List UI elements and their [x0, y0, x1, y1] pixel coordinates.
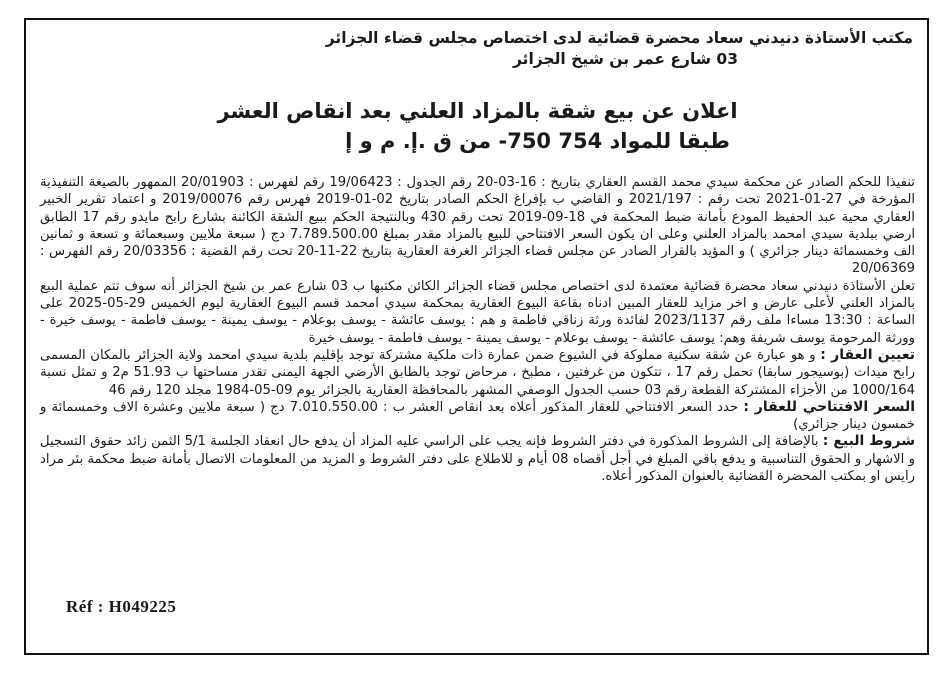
intro-paragraph: تنفيذا للحكم الصادر عن محكمة سيدي محمد القسم العقاري بتاريخ : 16-03-20 رقم الجدول : 19/06423 رقم لفهرس : 20/01903 الممهور بالصيغة التنفيذية المؤرخة في 27-01-2021 تحت رقم : 2021/197 و القاضي ب بإفراغ الحكم الصادر بتاريخ 02-01-2019 فهرس رقم 2019/00076 و اعتماد تقرير الخبير العقاري محية عبد الحفيظ المودع بأمانة ضبط المحكمة في 18-09-2019 تحت رقم 430 وبالنتيجة الحكم ببيع الشقة الكائنة بشارع رابح مايدو رقم 17 الطابق ارضي ببلدية سيدي امحمد بالمزاد العلني وعلى ان يكون السعر الافتتاحي للبيع بالمزاد مقدر بمبلغ 7.789.500.00 دج ( سبعة ملايين وسبعمائة و تسعة و ثمانين الف وخمسمائة دينار جزائري ) و المؤيد بالقرار الصادر عن مجلس قضاء الجزائر الغرفة العقارية بتاريخ 22-11-20 تحت رقم القضية : 20/03356 رقم الفهرس : 20/06369 — [40, 175, 916, 277]
office-header — [40, 28, 915, 70]
office-name: مكتب الأستاذة دنيدني سعاد محضرة قضائية لدى اختصاص مجلس قضاء الجزائر — [325, 29, 913, 47]
reference-number: Réf : H049225 — [66, 597, 177, 616]
announcement-paragraph: تعلن الأستاذة دنيدني سعاد محضرة قضائية معتمدة لدى اختصاص مجلس قضاء الجزائر الكائن مكتبها ب 03 شارع عمر بن شيخ الجزائر أنه سوف تتم عملية البيع بالمزاد العلني لأعلى عارض و اخر مزايد للعقار المبين ادناه بقاعة البيوع العقارية بمحكمة سيدي امحمد قسم البيوع العقارية ليوم الخميس 29-05-2025 على الساعة : 13:30 مساءا ملف رقم 2023/1137 لفائدة ورثة زناقي فاطمة و هم : يوسف عائشة - يوسف بوعلام - يوسف يمينة - يوسف فاطمة - يوسف خيرة - وورثة المرحومة يوسف شريفة وهم: يوسف عائشة - يوسف بوعلام - يوسف يمينة - يوسف فاطمة - يوسف خيرة — [40, 278, 916, 346]
conditions-label: شروط البيع : — [822, 433, 915, 450]
legal-notice — [24, 18, 929, 655]
price-text: حدد السعر الافتتاحي للعقار المذكور أعلاه بعد انقاص العشر ب : 7.010.550.00 دج ( سبعة ملايين وعشرة الاف وخمسمائة و خمسون دينار جزائري) — [40, 399, 915, 433]
conditions-paragraph — [40, 433, 915, 485]
office-address: 03 شارع عمر بن شيخ الجزائر — [513, 50, 738, 68]
notice-title-line2: طبقا للمواد 754 750- من ق .إ. م و إ — [345, 129, 730, 153]
property-label: تعيين العقار : — [820, 346, 915, 363]
property-paragraph — [40, 347, 915, 399]
notice-title-line1: اعلان عن بيع شقة بالمزاد العلني بعد انقاص العشر — [217, 99, 738, 123]
notice-body — [40, 174, 915, 485]
price-paragraph — [40, 399, 915, 434]
price-label: السعر الافتتاحي للعقار : — [743, 398, 916, 415]
conditions-text: بالإضافة إلى الشروط المذكورة في دفتر الشروط فإنه يجب على الراسي عليه المزاد أن يدفع حال انعقاد الجلسة 5/1 الثمن زائد حقوق التسجيل و الاشهار و الحقوق التناسبية و يدفع باقي المبلغ في أجل أقصاه 08 أيام و للاطلاع على دفتر الشروط و المزيد من المعلومات الاتصال بأمانة ضبط محكمة بئر مراد رايس او بمكتب المحضرة القضائية بالعنوان المذكور أعلاه. — [40, 434, 915, 485]
property-text: و هو عبارة عن شقة سكنية مملوكة في الشيوع ضمن عمارة ذات ملكية مشتركة توجد بإقليم بلدية سيدي امحمد ولاية الجزائر بالمكان المسمى رابح ميدات (بوسيجور سابقا) تحمل رقم 17 ، تتكون من غرفتين ، مطبخ ، مرحاض توجد بالطابق الأرضي الجهة اليمنى تقدر مساحتها ب 51.93 م2 و تمثل نسبة 1000/164 من الأجزاء المشتركة القطعة رقم 03 حسب الجدول الوصفي المشهر بالمحافظة العقارية بالجزائر يوم 09-05-1984 مجلد 120 رقم 46 — [40, 347, 915, 398]
notice-title — [40, 96, 915, 156]
